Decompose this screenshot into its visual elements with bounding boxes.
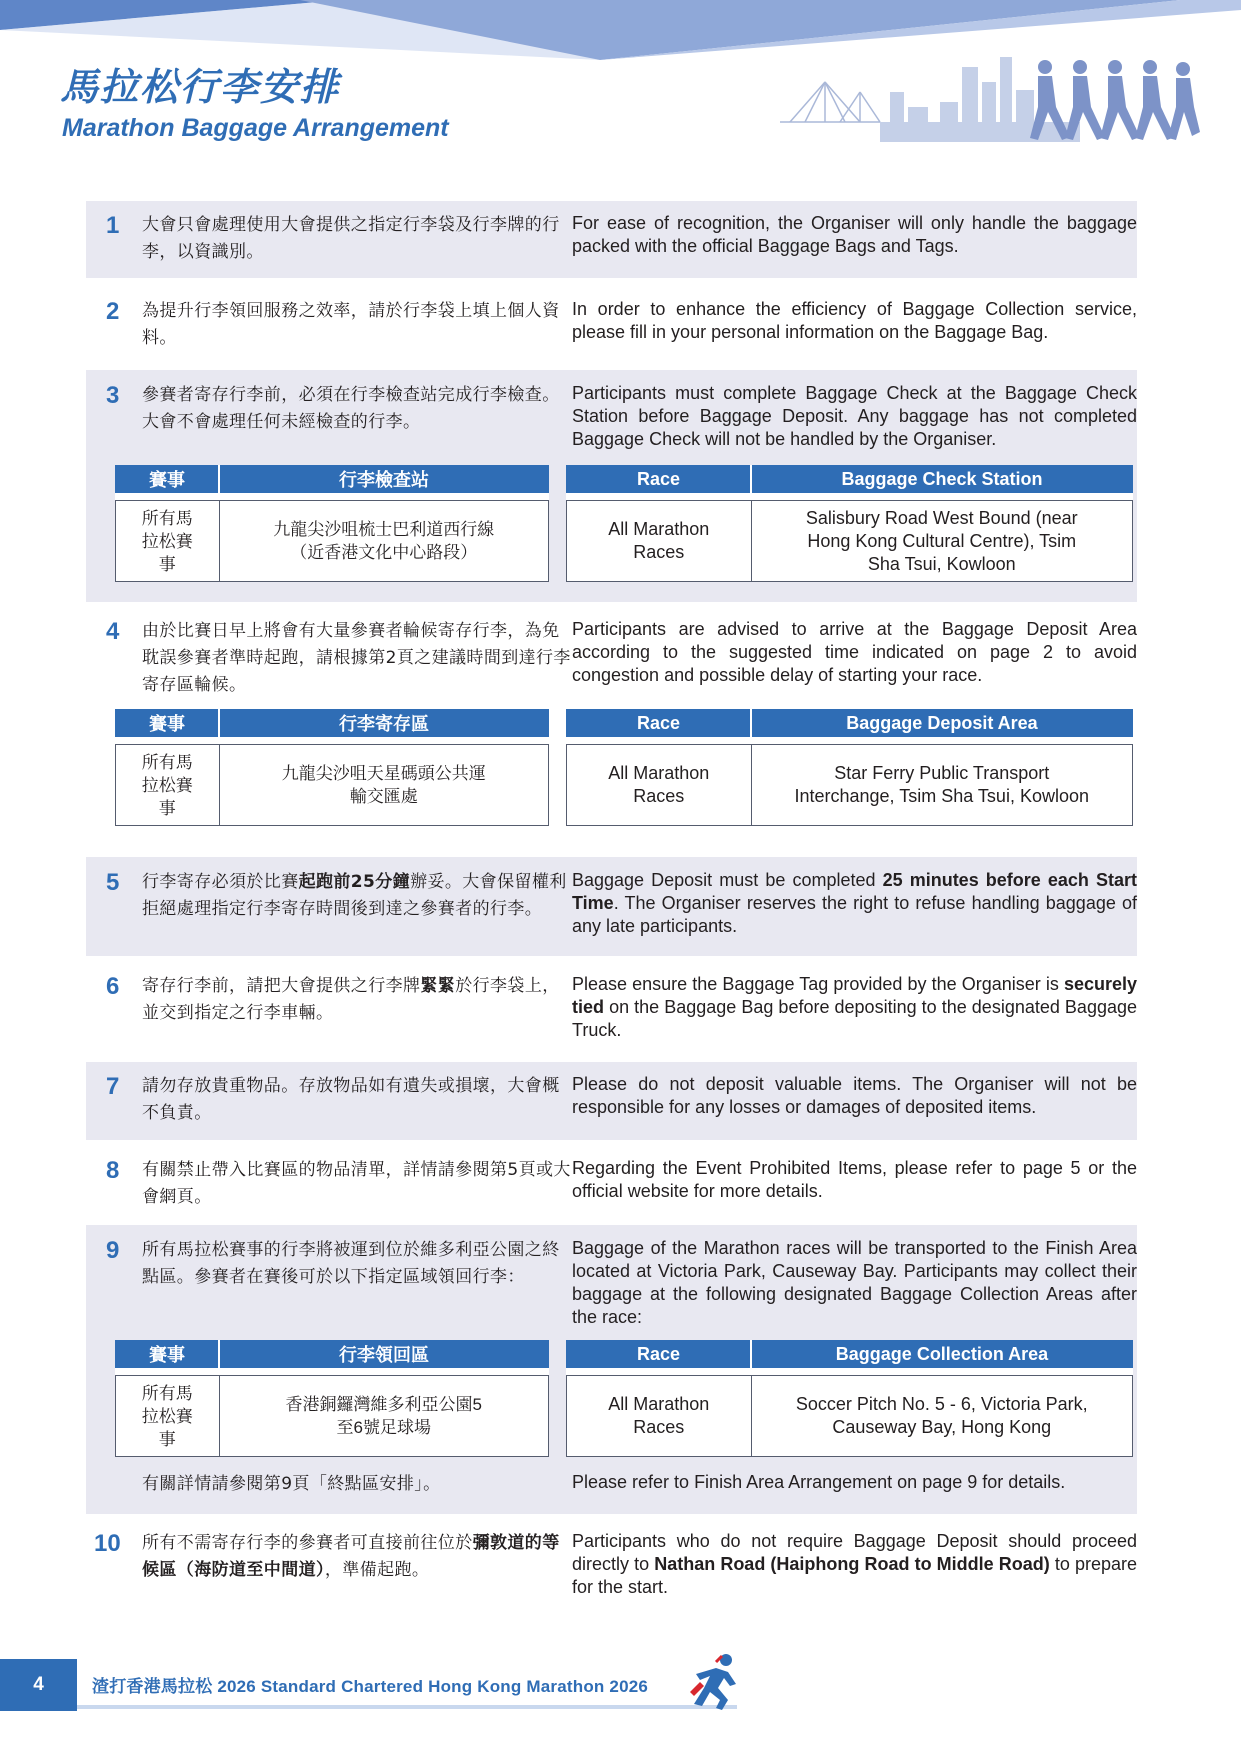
baggage-collection-table-zh (115, 1340, 549, 1457)
page-title-en: Marathon Baggage Arrangement (62, 114, 449, 142)
item-text-zh: 大會只會處理使用大會提供之指定行李袋及行李牌的行李，以資識別。 (142, 215, 560, 262)
place-cell: Salisbury Road West Bound (near Hong Kong Cultural Centre), Tsim Sha Tsui, Kowloon (751, 501, 1133, 582)
emphasis: 彌敦道的等候區（海防道至中間道） (142, 1533, 560, 1580)
item-text-zh: 寄存行李前，請把大會提供之行李牌緊緊於行李袋上，並交到指定之行李車輛。 (142, 976, 560, 1023)
item-number: 10 (94, 1530, 121, 1557)
item-text-zh: 所有不需寄存行李的參賽者可直接前往位於彌敦道的等候區（海防道至中間道），準備起跑。 (142, 1533, 560, 1580)
item-number: 6 (106, 973, 120, 1000)
item-text-zh: 由於比賽日早上將會有大量參賽者輪候寄存行李，為免耽誤參賽者準時起跑，請根據第2頁之建議時間到達行李寄存區輪候。 (142, 621, 571, 695)
item-text-zh: 所有馬拉松賽事的行李將被運到位於維多利亞公園之終點區。參賽者在賽後可於以下指定區域領回行李： (142, 1240, 560, 1287)
table-header: Race (567, 466, 752, 493)
place-cell: Soccer Pitch No. 5 - 6, Victoria Park, Causeway Bay, Hong Kong (751, 1376, 1133, 1457)
table-header: Baggage Deposit Area (751, 710, 1133, 737)
item-number: 8 (106, 1157, 120, 1184)
item-number: 4 (106, 618, 120, 645)
baggage-deposit-table-zh (115, 709, 549, 826)
item-number: 1 (106, 212, 120, 239)
runner-logo-icon (686, 1652, 742, 1712)
emphasis: 起跑前25分鐘 (298, 872, 411, 892)
item-text-en: Baggage Deposit must be completed 25 minutes before each Start Time. The Organiser reserves the right to refuse handling baggage of any late participants. (572, 870, 1137, 936)
footer-title: 渣打香港馬拉松 2026 Standard Chartered Hong Kong Marathon 2026 (92, 1677, 649, 1696)
item-number: 9 (106, 1237, 120, 1264)
race-cell: All Marathon Races (567, 501, 752, 582)
emphasis: securely tied (572, 974, 1137, 1017)
table-header: 賽事 (116, 466, 220, 493)
race-cell: 所有馬拉松賽事 (116, 745, 220, 826)
place-cell: Star Ferry Public Transport Interchange, Tsim Sha Tsui, Kowloon (751, 745, 1133, 826)
footer-divider (77, 1705, 737, 1709)
table-header: 賽事 (116, 710, 220, 737)
item-number: 2 (106, 298, 120, 325)
item-text-zh: 請勿存放貴重物品。存放物品如有遺失或損壞，大會概不負責。 (142, 1076, 560, 1123)
place-cell: 九龍尖沙咀梳士巴利道西行線（近香港文化中心路段） (219, 501, 549, 582)
table-header: Race (567, 1341, 752, 1368)
note-text-en: Please refer to Finish Area Arrangement on page 9 for details. (572, 1472, 1066, 1492)
item-text-en: Baggage of the Marathon races will be transported to the Finish Area located at Victoria Park, Causeway Bay. Participants may collect their baggage at the following designated Baggage Collection Areas after the race: (572, 1238, 1137, 1327)
table-header: 賽事 (116, 1341, 220, 1368)
item-number: 5 (106, 869, 120, 896)
race-cell: 所有馬拉松賽事 (116, 501, 220, 582)
item-text-en: Please do not deposit valuable items. The Organiser will not be responsible for any losses or damages of deposited items. (572, 1074, 1137, 1117)
item-text-zh: 行李寄存必須於比賽起跑前25分鐘辦妥。大會保留權利拒絕處理指定行李寄存時間後到達之參賽者的行李。 (142, 872, 567, 919)
place-cell: 香港銅鑼灣維多利亞公園5至6號足球場 (219, 1376, 549, 1457)
emphasis: 25 minutes before each Start Time (572, 870, 1137, 913)
item-text-en: Please ensure the Baggage Tag provided by the Organiser is securely tied on the Baggage Bag before depositing to the designated Baggage Truck. (572, 974, 1137, 1040)
item-text-en: Participants are advised to arrive at the Baggage Deposit Area according to the suggested time indicated on page 2 to avoid congestion and possible delay of starting your race. (572, 619, 1137, 685)
table-header: Baggage Collection Area (751, 1341, 1133, 1368)
item-text-zh: 有關禁止帶入比賽區的物品清單，詳情請參閱第5頁或大會網頁。 (142, 1160, 571, 1207)
table-header: 行李寄存區 (219, 710, 549, 737)
baggage-deposit-table-en (566, 709, 1133, 826)
race-cell: All Marathon Races (567, 745, 752, 826)
table-header: 行李檢查站 (219, 466, 549, 493)
item-number: 3 (106, 382, 120, 409)
table-header: Baggage Check Station (751, 466, 1133, 493)
skyline-runners-illustration (780, 52, 1200, 147)
item-text-zh: 為提升行李領回服務之效率，請於行李袋上填上個人資料。 (142, 301, 560, 348)
note-text-zh: 有關詳情請參閱第9頁「終點區安排」。 (142, 1474, 441, 1494)
race-cell: All Marathon Races (567, 1376, 752, 1457)
place-cell: 九龍尖沙咀天星碼頭公共運輸交匯處 (219, 745, 549, 826)
item-text-en: Participants must complete Baggage Check at the Baggage Check Station before Baggage Deposit. Any baggage has not completed Baggage Check will not be handled by the Organiser. (572, 383, 1137, 449)
page-title-zh: 馬拉松行李安排 (60, 65, 341, 109)
item-text-en: Participants who do not require Baggage Deposit should proceed directly to Nathan Road (Haiphong Road to Middle Road) to prepare for the start. (572, 1531, 1137, 1597)
item-text-zh: 參賽者寄存行李前，必須在行李檢查站完成行李檢查。大會不會處理任何未經檢查的行李。 (142, 385, 560, 432)
baggage-check-table-zh (115, 465, 549, 582)
emphasis: Nathan Road (Haiphong Road to Middle Road) (654, 1554, 1050, 1574)
item-number: 7 (106, 1073, 120, 1100)
page-number: 4 (33, 1674, 44, 1695)
baggage-collection-table-en (566, 1340, 1133, 1457)
emphasis: 緊緊 (420, 976, 456, 996)
item-text-en: In order to enhance the efficiency of Baggage Collection service, please fill in your personal information on the Baggage Bag. (572, 299, 1137, 342)
baggage-check-table-en (566, 465, 1133, 582)
table-header: 行李領回區 (219, 1341, 549, 1368)
item-text-en: For ease of recognition, the Organiser will only handle the baggage packed with the official Baggage Bags and Tags. (572, 213, 1137, 256)
item-text-en: Regarding the Event Prohibited Items, please refer to page 5 or the official website for more details. (572, 1158, 1137, 1201)
table-header: Race (567, 710, 752, 737)
race-cell: 所有馬拉松賽事 (116, 1376, 220, 1457)
